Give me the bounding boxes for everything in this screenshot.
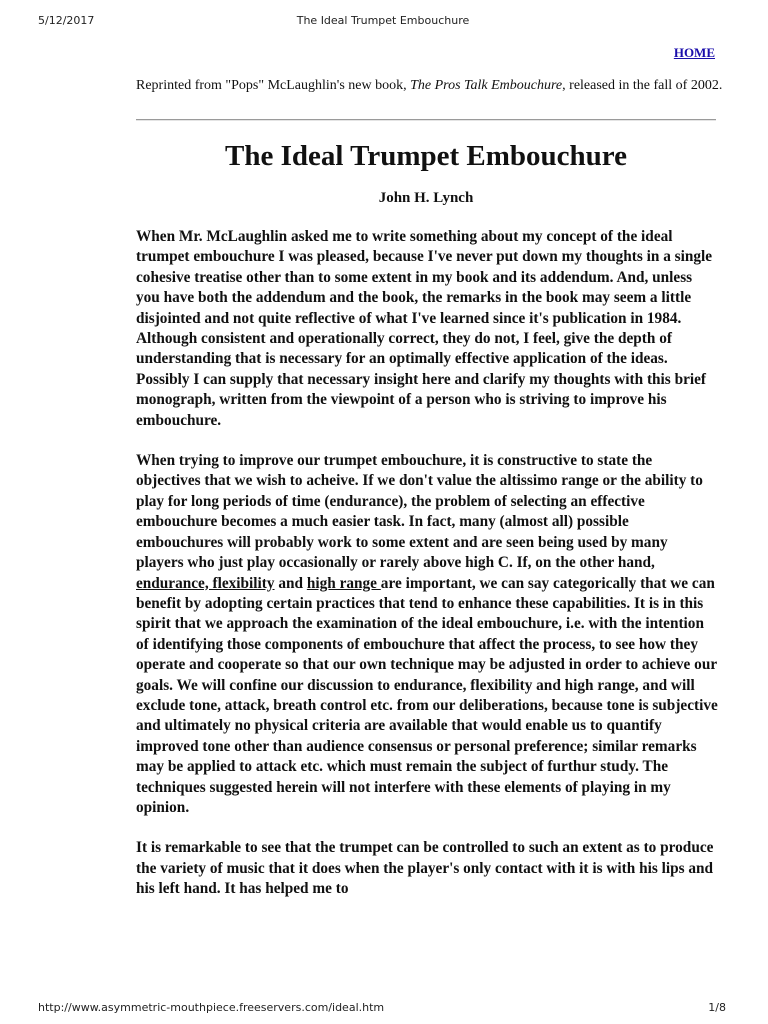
high-range-link[interactable]: high range — [306, 574, 381, 592]
credit-book-title: The Pros Talk Embouchure — [410, 78, 563, 93]
print-date: 5/12/2017 — [38, 14, 95, 27]
paragraph-3: It is remarkable to see that the trumpet can be controlled to such an extent as to produce the variety of music that it does when the player's only contact with it is with his lips and his left hand. It has helped me to — [136, 839, 714, 898]
article-title: The Ideal Trumpet Embouchure — [224, 140, 628, 172]
horizontal-divider — [136, 119, 716, 121]
paragraph-2-rest: are important, we can say categorically that we can benefit by adopting certain practices that tend to enhance these capabilities. It is in this spirit that we approach the examination of the ideal embouchure, i.e. with the intention of identifying those components of embouchure that affect the process, to see how they operate and cooperate so that our own technique may be adjusted in order to achieve our goals. We will confine our discussion to endurance, flexibility and high range, and will exclude tone, attack, breath control etc. from our deliberations, because tone is subjective and ultimately no physical criteria are available that would enable us to quantify improved tone other than audience consensus or personal preference; similar remarks may be applied to attack etc. which must remain the subject of furthur study. The techniques suggested herein will not interfere with these elements of playing in my opinion. — [136, 574, 718, 816]
paragraph-1: When Mr. McLaughlin asked me to write something about my concept of the ideal trumpet embouchure I was pleased, because I've never put down my thoughts in a single cohesive treatise other than to some extent in my book and its addendum. And, unless you have both the addendum and the book, the remarks in the book may seem a little disjointed and not quite reflective of what I've learned since it's publication in 1984. Although consistent and operationally correct, they do not, I feel, give the depth of understanding that is necessary for an optimally effective application of the ideas. Possibly I can supply that necessary insight here and clarify my thoughts with this brief monograph, written from the viewpoint of a person who is striving to improve his embouchure. — [136, 228, 713, 429]
endurance-flexibility-link[interactable]: endurance, flexibility — [136, 574, 275, 592]
credit-prefix: Reprinted from "Pops" McLaughlin's new book, — [136, 78, 411, 93]
paragraph-2-and: and — [274, 574, 307, 592]
home-link[interactable]: HOME — [673, 45, 715, 60]
page-number: 1/8 — [708, 1001, 726, 1014]
paragraph-2-intro: When trying to improve our trumpet embouchure, it is constructive to state the objectives that we wish to acheive. If we don't value the altissimo range or the ability to play for long periods of time (endurance), the problem of selecting an effective embouchure becomes a much easier task. In fact, many (almost all) possible embouchures will probably work to some extent and are seen being used by many players who just play occasionally or rarely above high C. If, on the other hand, — [136, 452, 703, 572]
print-page-title: The Ideal Trumpet Embouchure — [296, 14, 470, 27]
credit-suffix: , released in the fall of 2002. — [562, 78, 723, 93]
reprint-credit — [136, 76, 726, 95]
paragraph-2 — [136, 451, 718, 818]
article-body — [136, 227, 718, 920]
print-url: http://www.asymmetric-mouthpiece.freeservers.com/ideal.htm — [38, 1001, 385, 1014]
article-author: John H. Lynch — [378, 190, 474, 206]
